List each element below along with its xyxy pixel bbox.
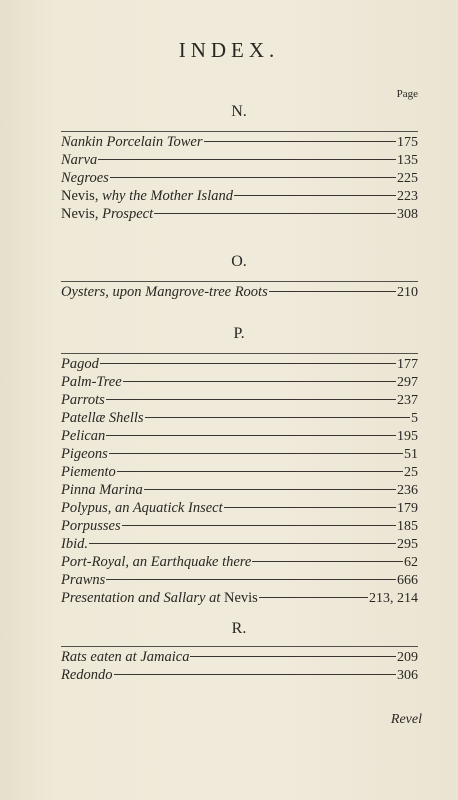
page-ref: 306 [397,668,418,683]
index-entry: Palm-Tree 297 [61,374,418,390]
index-entry: Patellæ Shells 5 [61,410,418,426]
section-rule [61,353,418,354]
leader-rule [89,543,396,544]
page-ref: 135 [397,153,418,168]
page-ref: 295 [397,537,418,552]
index-entry: Redondo 306 [61,667,418,683]
leader-rule [106,579,396,580]
leader-rule [224,507,396,508]
index-entry: Pinna Marina 236 [61,482,418,498]
leader-rule [106,435,396,436]
index-entry: Prawns 666 [61,572,418,588]
section-letter-o: O. [231,253,247,270]
leader-rule [145,417,410,418]
section-letter-r: R. [231,620,247,637]
leader-rule [269,291,396,292]
index-entry: Nevis, why the Mother Island 223 [61,188,418,204]
index-entry: Narva 135 [61,152,418,168]
page-ref: 179 [397,501,418,516]
leader-rule [234,195,396,196]
page-ref: 666 [397,573,418,588]
index-entry: Polypus, an Aquatick Insect 179 [61,500,418,516]
leader-rule [154,213,396,214]
page-title: INDEX. [178,38,280,62]
index-entry: Nankin Porcelain Tower 175 [61,134,418,150]
section-rule [61,281,418,282]
leader-rule [204,141,396,142]
section-letter-p: P. [233,325,245,342]
page-ref: 25 [404,465,418,480]
page-ref: 51 [404,447,418,462]
page-ref: 195 [397,429,418,444]
index-entry: Pigeons 51 [61,446,418,462]
page-ref: 5 [411,411,418,426]
leader-rule [259,597,368,598]
index-entry: Piemento 25 [61,464,418,480]
leader-rule [117,471,403,472]
index-entry: Porpusses 185 [61,518,418,534]
section-letter-n: N. [231,103,247,120]
section-rule [61,131,418,132]
page-ref: 210 [397,285,418,300]
page-ref: 213, 214 [369,591,418,606]
index-entry: Presentation and Sallary at Nevis 213, 214 [61,590,418,606]
page-ref: 297 [397,375,418,390]
page-ref: 209 [397,650,418,665]
index-entry: Negroes 225 [61,170,418,186]
leader-rule [190,656,396,657]
section-rule [61,646,418,647]
page-ref: 177 [397,357,418,372]
page-ref: 308 [397,207,418,222]
leader-rule [123,381,396,382]
leader-rule [114,674,396,675]
index-entry: Rats eaten at Jamaica 209 [61,649,418,665]
leader-rule [109,453,403,454]
index-entry: Port-Royal, an Earthquake there 62 [61,554,418,570]
page-column-label: Page [396,88,418,100]
leader-rule [106,399,396,400]
index-entry: Pagod 177 [61,356,418,372]
page-ref: 237 [397,393,418,408]
leader-rule [144,489,396,490]
index-entry: Parrots 237 [61,392,418,408]
page-ref: 62 [404,555,418,570]
leader-rule [98,159,396,160]
leader-rule [100,363,396,364]
index-entry: Nevis, Prospect 308 [61,206,418,222]
leader-rule [122,525,396,526]
page-ref: 185 [397,519,418,534]
index-entry: Pelican 195 [61,428,418,444]
index-entry: Oysters, upon Mangrove-tree Roots 210 [61,284,418,300]
leader-rule [110,177,396,178]
page-ref: 225 [397,171,418,186]
page-ref: 236 [397,483,418,498]
page-ref: 175 [397,135,418,150]
leader-rule [252,561,403,562]
page-ref: 223 [397,189,418,204]
index-entry: Ibid. 295 [61,536,418,552]
catchword: Revel [390,712,422,727]
